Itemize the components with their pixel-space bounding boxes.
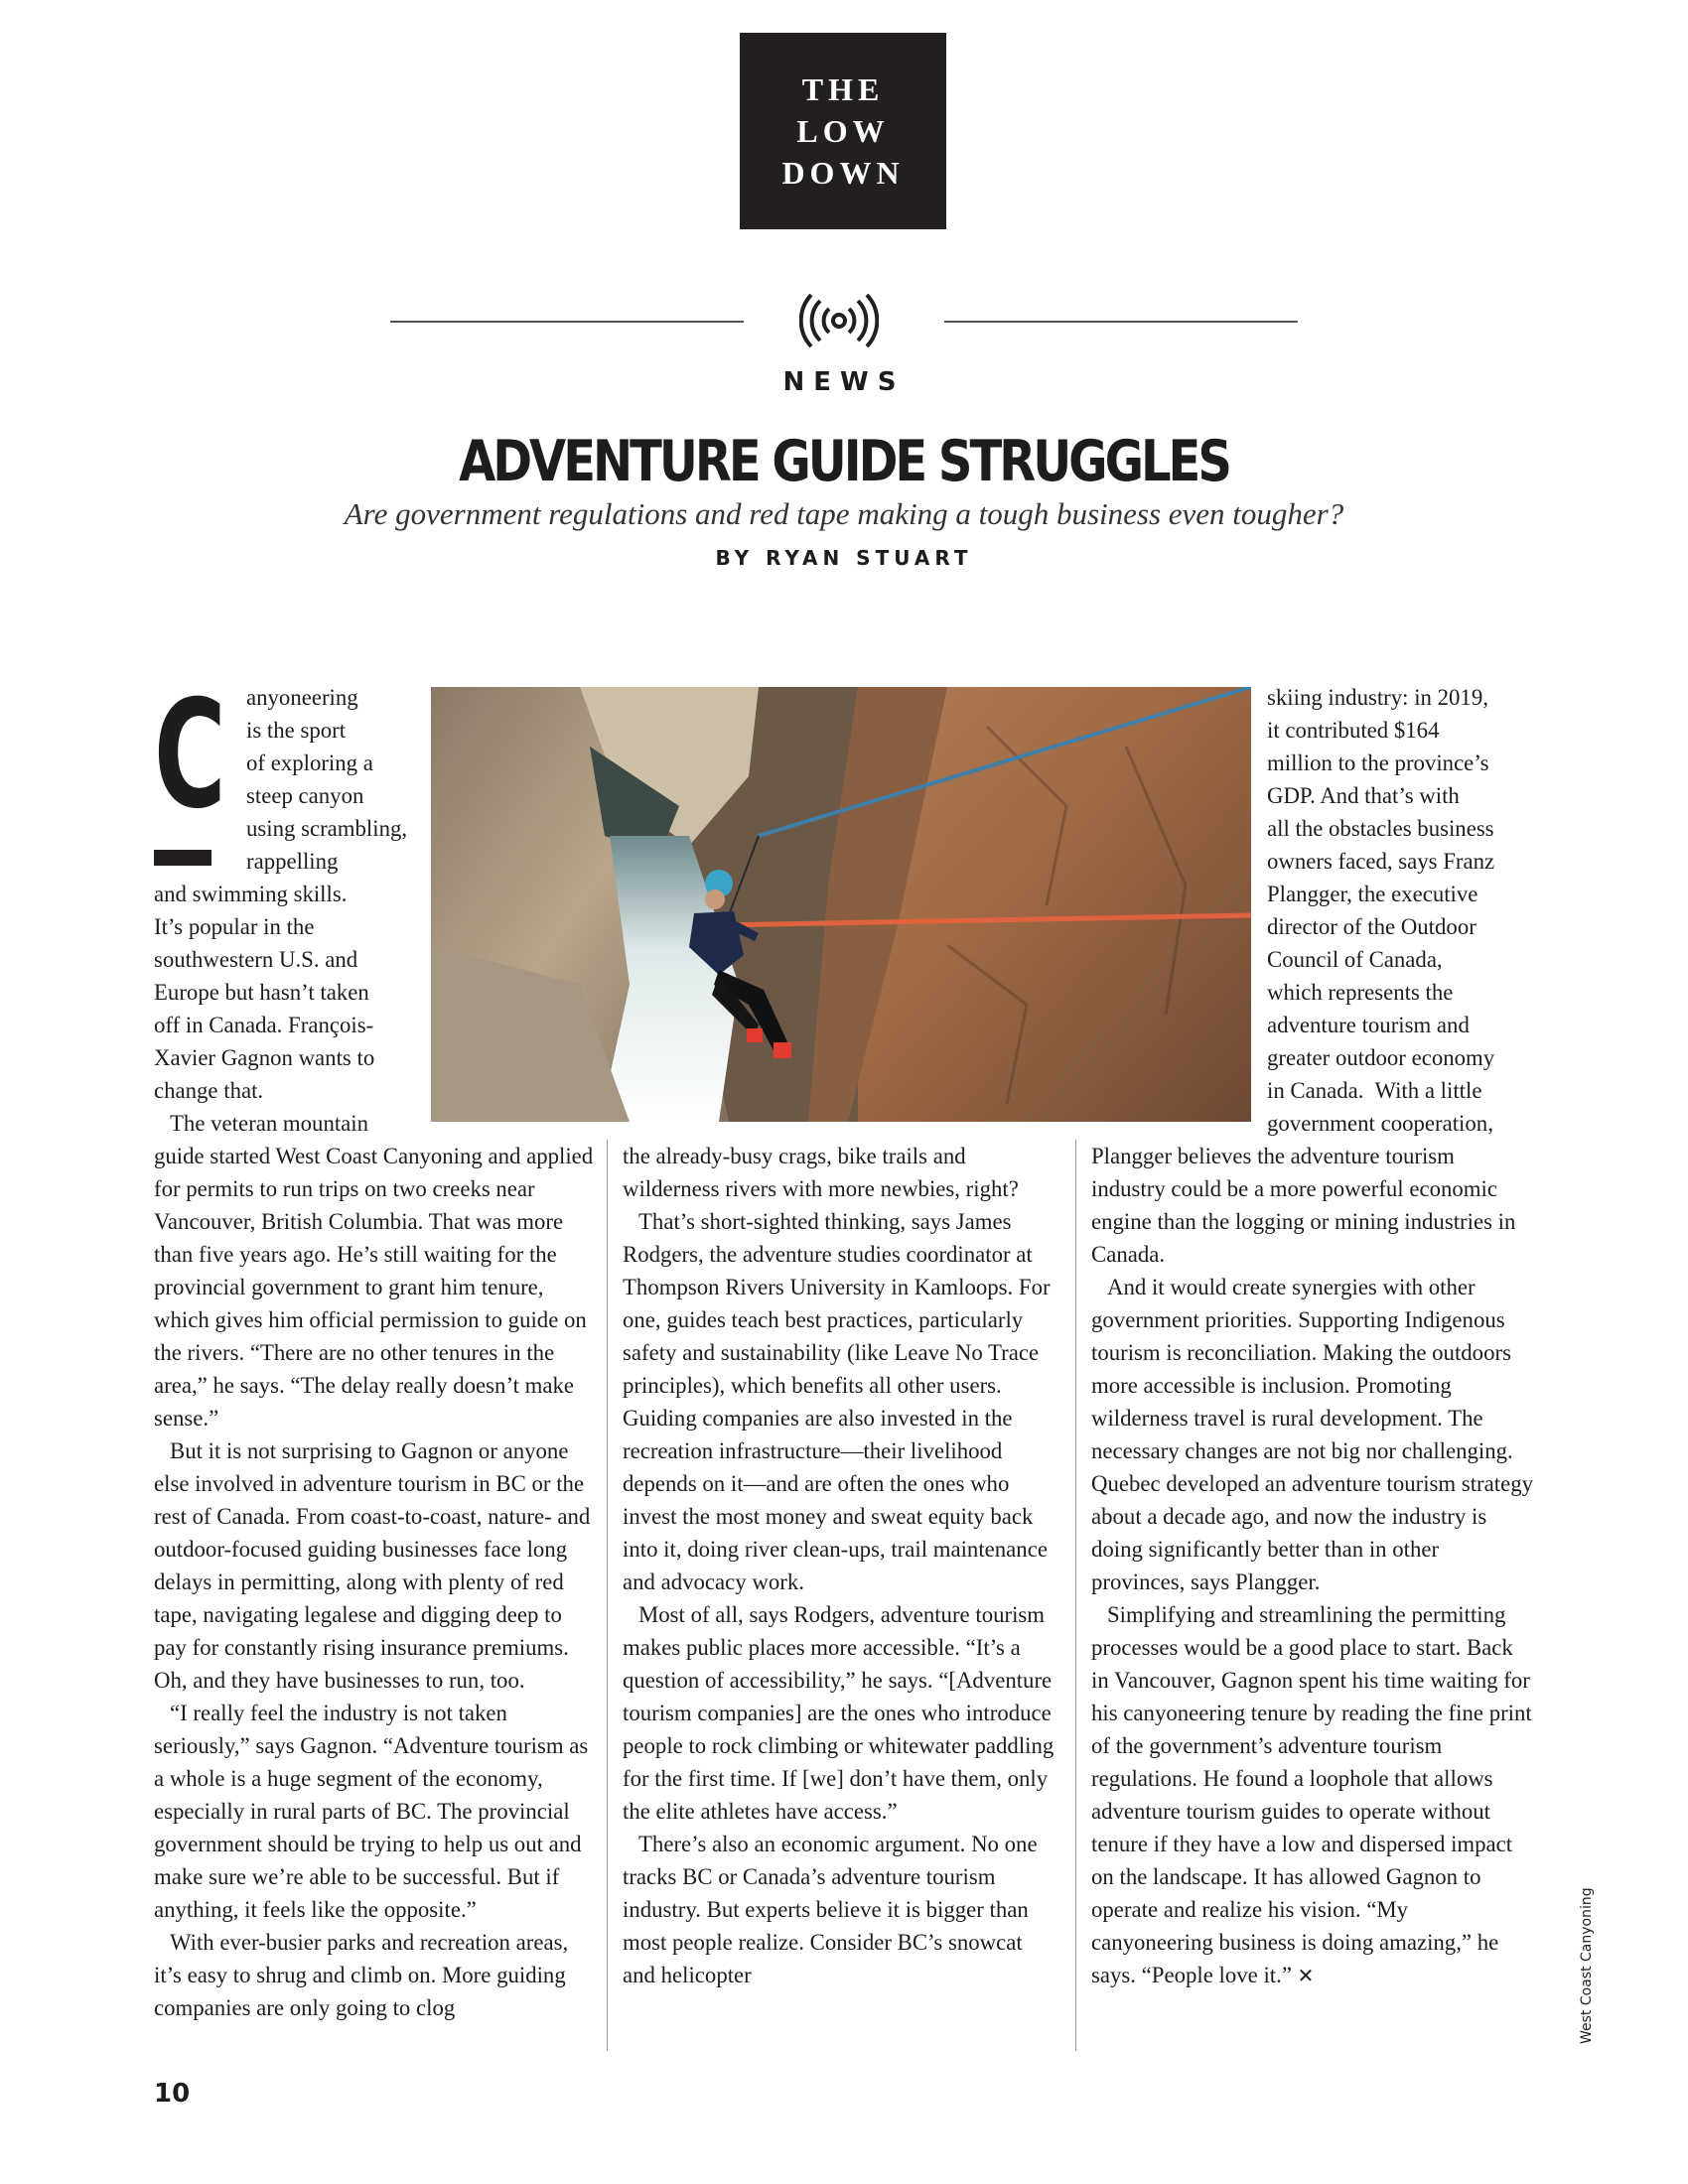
text-line: change that.	[154, 1078, 264, 1103]
paragraph: With ever-busier parks and recreation areas, it’s easy to shrug and climb on. More guiding companies are only going to clog	[154, 1930, 569, 2020]
paragraph: And it would create synergies with other government priorities. Supporting Indigenous tourism is reconciliation. Making the outdoors more accessible is inclusion. Promoting wilderness travel is rural development. The necessary changes are not big nor challenging. Quebec developed an adventure tourism strategy about a decade ago, and now the industry is doing significantly better than in other provinces, says Plangger.	[1091, 1275, 1534, 1594]
text-line: owners faced, says Franz	[1267, 849, 1495, 874]
section-tag-line-2: LOW	[796, 113, 890, 149]
text-line: adventure tourism and	[1267, 1013, 1470, 1037]
column-2-body	[623, 1140, 1059, 1991]
text-line: it contributed $164	[1267, 718, 1440, 743]
column-divider-2	[1075, 1140, 1076, 2051]
paragraph	[1091, 1598, 1533, 1992]
text-line: and swimming skills.	[154, 882, 348, 906]
text-line: rappelling	[246, 849, 339, 874]
end-mark-icon: ✕	[1297, 1964, 1315, 1987]
text-line: in Canada. With a little	[1267, 1078, 1482, 1103]
text-line: all the obstacles business	[1267, 816, 1494, 841]
text-line: southwestern U.S. and	[154, 947, 358, 972]
article-byline: BY RYAN STUART	[715, 546, 973, 570]
page-number: 10	[154, 2079, 191, 2109]
article-headline: ADVENTURE GUIDE STRUGGLES	[459, 429, 1229, 495]
section-tag-line-3: DOWN	[781, 155, 905, 191]
text-line: skiing industry: in 2019,	[1267, 685, 1488, 710]
text-line: Council of Canada,	[1267, 947, 1443, 972]
column-1-intro	[246, 681, 425, 878]
text-line: greater outdoor economy	[1267, 1045, 1495, 1070]
drop-cap-bar	[154, 850, 211, 866]
paragraph: That’s short-sighted thinking, says James Rodgers, the adventure studies coordinator at Thompson Rivers University in Kamloops. For one, guides teach best practices, particularly safety and sustainability (like Leave No Trace principles), which benefits all other users. Guiding companies are also invested in the recreation infrastructure—their livelihood depends on it—and are often the ones who invest the most money and sweat equity back into it, doing river clean-ups, trail maintenance and advocacy work.	[623, 1209, 1051, 1594]
text-line: anyoneering	[246, 685, 358, 710]
text-line: off in Canada. François-	[154, 1013, 374, 1037]
text-line: using scrambling,	[246, 816, 408, 841]
section-tag-the-low-down	[740, 33, 946, 229]
section-kicker: NEWS	[782, 367, 906, 397]
paragraph: guide started West Coast Canyoning and applied for permits to run trips on two creeks near Vancouver, British Columbia. That was more than five years ago. He’s still waiting for the provincial government to grant him tenure, which gives him official permission to guide on the rivers. “There are no other tenures in the area,” he says. “The delay really doesn’t make sense.”	[154, 1144, 594, 1431]
text-line: director of the Outdoor	[1267, 914, 1477, 939]
text-line: Xavier Gagnon wants to	[154, 1045, 375, 1070]
paragraph: There’s also an economic argument. No one tracks BC or Canada’s adventure tourism industry. But experts believe it is bigger than most people realize. Consider BC’s snowcat and helicopter	[623, 1832, 1038, 1987]
text-line: million to the province’s	[1267, 751, 1489, 775]
paragraph: But it is not surprising to Gagnon or anyone else involved in adventure tourism in BC or the rest of Canada. From coast-to-coast, nature- and outdoor-focused guiding businesses face long delays in permitting, along with plenty of red tape, navigating legalese and digging deep to pay for constantly rising insurance premiums. Oh, and they have businesses to run, too.	[154, 1438, 591, 1693]
text-line: GDP. And that’s with	[1267, 783, 1460, 808]
column-3-side	[1267, 681, 1540, 1140]
text-line: Plangger, the executive	[1267, 882, 1478, 906]
article-deck: Are government regulations and red tape making a tough business even tougher?	[344, 496, 1344, 531]
column-1-side	[154, 878, 427, 1140]
divider-right	[944, 321, 1298, 323]
column-3-body	[1091, 1140, 1533, 1992]
text-line: government cooperation,	[1267, 1111, 1493, 1136]
paragraph: Plangger believes the adventure tourism industry could be a more powerful economic engine than the logging or mining industries in Canada.	[1091, 1144, 1516, 1267]
section-tag-line-1: THE	[801, 71, 885, 107]
broadcast-signal-icon	[799, 294, 879, 347]
text-line: The veteran mountain	[170, 1111, 369, 1136]
canyoneer-rappelling-waterfall-photo	[431, 687, 1251, 1122]
paragraph: the already-busy crags, bike trails and wilderness rivers with more newbies, right?	[623, 1144, 1019, 1201]
text-line: of exploring a	[246, 751, 373, 775]
text-line: steep canyon	[246, 783, 364, 808]
drop-cap: C	[154, 669, 226, 842]
text-line: It’s popular in the	[154, 914, 315, 939]
column-divider-1	[607, 1140, 608, 2051]
paragraph-text: Simplifying and streamlining the permitting processes would be a good place to start. Back in Vancouver, Gagnon spent his time waiting for his canyoneering tenure by reading the fine print of the government’s adventure tourism regulations. He found a loophole that allows adventure tourism guides to operate without tenure if they have a low and dispersed impact on the landscape. It has allowed Gagnon to operate and realize his vision. “My canyoneering business is doing amazing,” he says. “People love it.”	[1091, 1602, 1532, 1987]
text-line: Europe but hasn’t taken	[154, 980, 369, 1005]
text-line: is the sport	[246, 718, 347, 743]
paragraph: Most of all, says Rodgers, adventure tourism makes public places more accessible. “It’s a question of accessibility,” he says. “[Adventure tourism companies] are the ones who introduce people to rock climbing or whitewater paddling for the first time. If [we] don’t have them, only the elite athletes have access.”	[623, 1602, 1055, 1824]
text-line: which represents the	[1267, 980, 1454, 1005]
column-1-body	[154, 1140, 596, 2024]
photo-illustration	[431, 687, 1251, 1122]
divider-left	[390, 321, 744, 323]
paragraph: “I really feel the industry is not taken seriously,” says Gagnon. “Adventure tourism as a whole is a huge segment of the economy, especially in rural parts of BC. The provincial government should be trying to help us out and make sure we’re able to be successful. But if anything, it feels like the opposite.”	[154, 1701, 589, 1922]
